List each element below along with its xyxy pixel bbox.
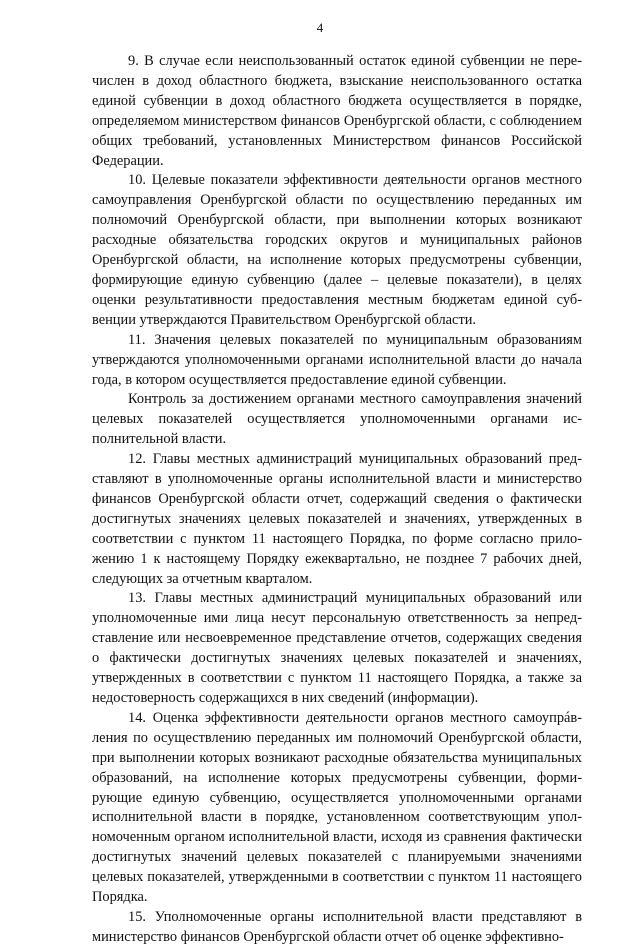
paragraph-15: 15. Уполномоченные органы исполнительной власти представляют в министерство финансов Оренбургской области отчет об оценке эффективно- [92, 908, 582, 945]
paragraph-11: 11. Значения целевых показателей по муниципальным образованиям утверждаются уполномоченными органами исполнительной власти до начала года, в котором осуществляется предоставление единой субвенции. [92, 331, 582, 388]
paragraph-10: 10. Целевые показатели эффективности деятельности органов местного самоуправления Оренбургской области по осуществлению переданных им полномочий Оренбургской области, при выполнении которых возникают расходные обязательства городских округов и муниципальных районов Оренбургской области, на исполнение которых предусмотрены субвенции, формирующие единую субвенцию (далее – целевые показатели), в целях оценки результативности предоставления местным бюджетам единой субвенции утверждаются Правительством Оренбургской области. [92, 172, 582, 328]
document-body [92, 52, 582, 948]
page-number: 4 [316, 20, 324, 35]
paragraph-12: 12. Главы местных администраций муниципальных образований представляют в уполномоченные органы исполнительной власти и министерство финансов Оренбургской области отчет, содержащий сведения о фактически достигнутых значениях целевых показателей и значениях, утвержденных в соответствии с пунктом 11 настоящего Порядка, по форме согласно приложению 1 к настоящему Порядку ежеквартально, не позднее 7 рабочих дней, следующих за отчетным кварталом. [92, 451, 582, 587]
paragraph-control: Контроль за достижением органами местного самоуправления значений целевых показателей осуществляется уполномоченными органами исполнительной власти. [92, 391, 582, 448]
paragraph-14: 14. Оценка эффективности деятельности органов местного самоупрáвления по осуществлению переданных им полномочий Оренбургской области, при выполнении которых возникают расходные обязательства муниципальных образований, на исполнение которых предусмотрены субвенции, формирующие единую субвенцию, осуществляется уполномоченными органами исполнительной власти в порядке, установленном соответствующим уполномоченным органом исполнительной власти, исходя из сравнения фактически достигнутых значений целевых показателей с планируемыми значениями целевых показателей, утвержденными в соответствии с пунктом 11 настоящего Порядка. [92, 709, 582, 906]
paragraph-13: 13. Главы местных администраций муниципальных образований или уполномоченные ими лица несут персональную ответственность за непредставление или несвоевременное представление отчетов, содержащих сведения о фактически достигнутых значениях целевых показателей и значениях, утвержденных в соответствии с пунктом 11 настоящего Порядка, а также за недостоверность содержащихся в них сведений (информации). [92, 590, 582, 706]
paragraph-9: 9. В случае если неиспользованный остаток единой субвенции не перечислен в доход областного бюджета, взыскание неиспользованного остатка единой субвенции в доход областного бюджета осуществляется в порядке, определяемом министерством финансов Оренбургской области, с соблюдением общих требований, установленных Министерством финансов Российской Федерации. [92, 53, 582, 169]
